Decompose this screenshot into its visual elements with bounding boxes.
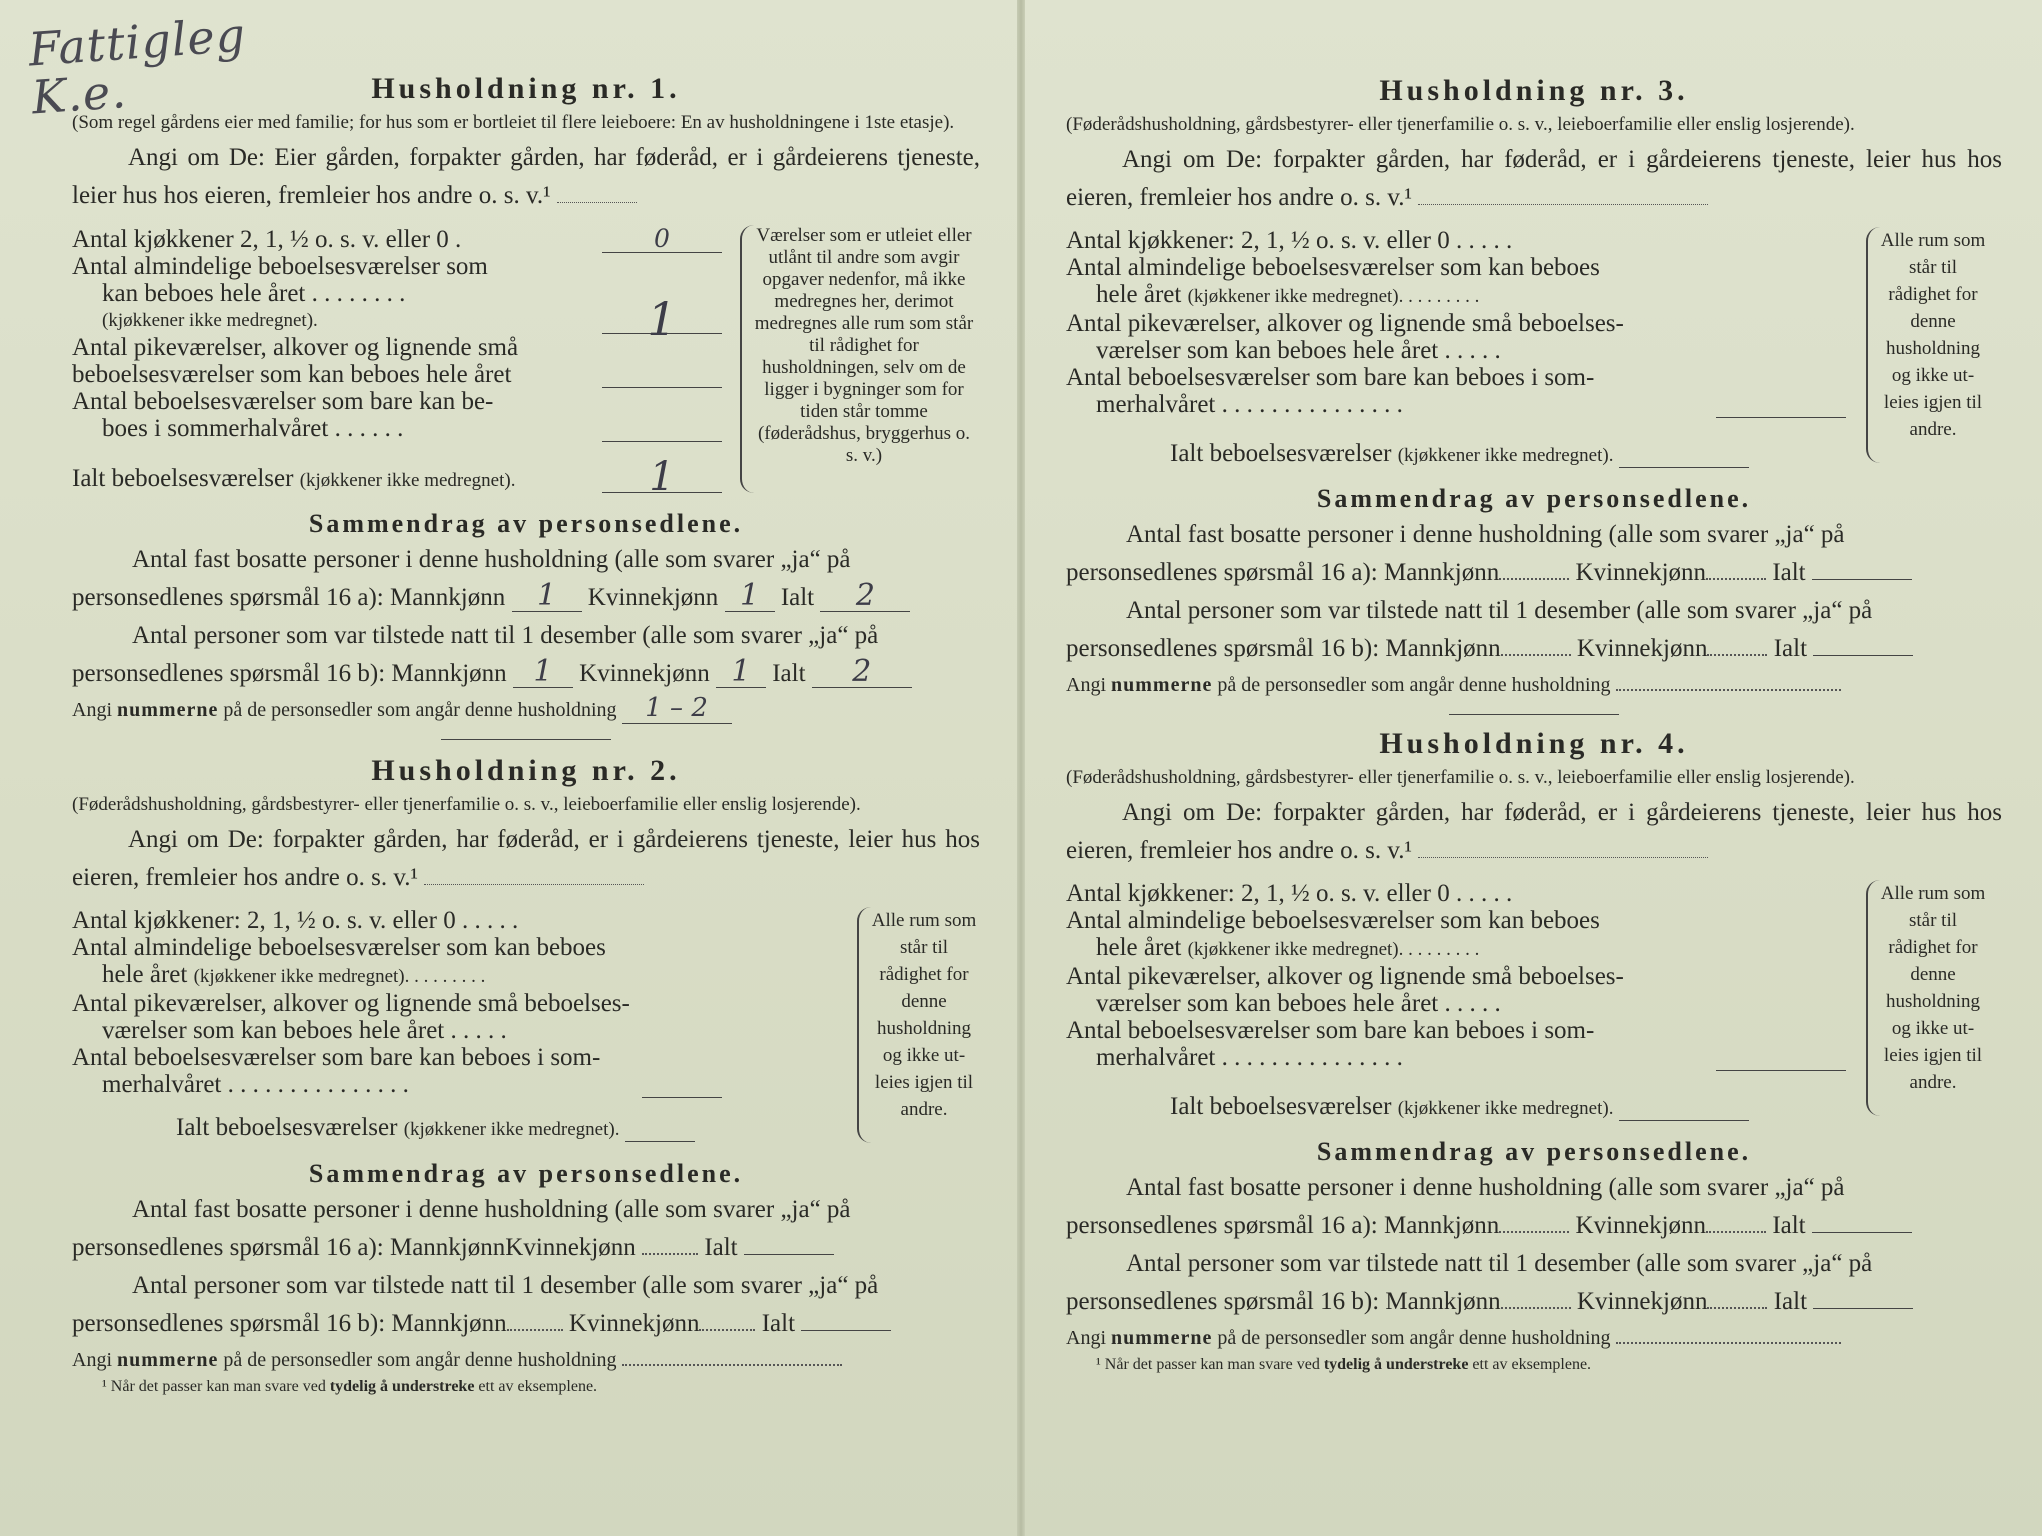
kitchens-answer[interactable]: 0: [602, 225, 722, 253]
household-3-side-note: Alle rum som står til rådighet for denne husholdning og ikke utleies igjen til andre.: [1866, 227, 1986, 463]
household-3: [1066, 72, 2002, 715]
household-4-angi: Angi om De: forpakter gården, har føderåd, er i gårdeierens tjeneste, leier hus hos eieren, fremleier hos andre o. s. v.¹: [1066, 799, 2002, 864]
household-2-note: (Føderådshusholdning, gårdsbestyrer- eller tjenerfamilie o. s. v., leieboerfamilie eller enslig losjerende).: [72, 794, 861, 815]
handwritten-note: Fattigleg K.e.: [26, 7, 248, 125]
household-1-summary-title: Sammendrag av personsedlene.: [308, 509, 744, 538]
household-4: [1066, 725, 2002, 1375]
household-3-title: Husholdning nr. 3.: [1379, 74, 1689, 107]
h4-ordinary-rooms-row: Antal almindelige beboelsesværelser som kan beboes hele året (kjøkkener ikke medregnet). . . . . . . . .: [1066, 907, 1600, 961]
h3-maid-rooms-row: Antal pikeværelser, alkover og lignende små beboelses- værelser som kan beboes hele året . . . . .: [1066, 310, 1624, 364]
summer-rooms-answer[interactable]: [602, 419, 722, 442]
fast-male-value[interactable]: 1: [512, 581, 582, 612]
ordinary-rooms-answer[interactable]: 1: [602, 306, 722, 334]
separator-line-right: [1449, 714, 1619, 715]
h3-total-rooms-row: Ialt beboelsesværelser (kjøkkener ikke medregnet).: [1066, 440, 1846, 468]
household-2-title: Husholdning nr. 2.: [371, 754, 681, 787]
household-3-angi: Angi om De: forpakter gården, har føderåd, er i gårdeierens tjeneste, leier hus hos eieren, fremleier hos andre o. s. v.¹: [1066, 146, 2002, 211]
household-4-note: (Føderådshusholdning, gårdsbestyrer- eller tjenerfamilie o. s. v., leieboerfamilie eller enslig losjerende).: [1066, 767, 1855, 788]
h2-summer-rooms-row: Antal beboelsesværelser som bare kan beboes i som- merhalvåret . . . . . . . . . . . . . . .: [72, 1044, 722, 1098]
h2-night-total[interactable]: [801, 1330, 891, 1331]
h4-maid-rooms-row: Antal pikeværelser, alkover og lignende små beboelses- værelser som kan beboes hele året . . . . .: [1066, 963, 1624, 1017]
h4-night-text: Antal personer som var tilstede natt til 1 desember (alle som svarer „ja“ på: [1126, 1250, 1873, 1277]
present-night-text: Antal personer som var tilstede natt til 1 desember (alle som svarer „ja“ på: [132, 622, 879, 649]
present-night-row: personsedlenes spørsmål 16 b): Mannkjønn 1 Kvinnekjønn 1 Ialt 2: [72, 655, 980, 693]
ordinary-rooms-row: Antal almindelige beboelsesværelser som kan beboes hele året . . . . . . . . (kjøkkener ikke medregnet). 1: [72, 253, 722, 334]
h4-summer-rooms-row: Antal beboelsesværelser som bare kan beboes i som- merhalvåret . . . . . . . . . . . . . . .: [1066, 1017, 1846, 1071]
household-2-rooms: [72, 907, 980, 1143]
household-1-title: Husholdning nr. 1.: [371, 72, 681, 105]
right-page: [1021, 0, 2042, 1536]
summer-rooms-row: Antal beboelsesværelser som bare kan be- boes i sommerhalvåret . . . . . .: [72, 388, 722, 442]
household-3-summary-title: Sammendrag av personsedlene.: [1316, 484, 1752, 513]
household-4-summary-title: Sammendrag av personsedlene.: [1316, 1137, 1752, 1166]
household-2-summary-title: Sammendrag av personsedlene.: [308, 1159, 744, 1188]
footnote-right: ¹ Når det passer kan man svare ved tydelig å understreke ett av eksemplene.: [1096, 1356, 1592, 1373]
h3-night-text: Antal personer som var tilstede natt til 1 desember (alle som svarer „ja“ på: [1126, 597, 1873, 624]
h4-fast-text: Antal fast bosatte personer i denne husholdning (alle som svarer „ja“ på: [1126, 1174, 1845, 1201]
h3-fast-total[interactable]: [1812, 579, 1912, 580]
h2-maid-rooms-row: Antal pikeværelser, alkover og lignende små beboelses- værelser som kan beboes hele året . . . . .: [72, 990, 630, 1044]
household-2: [72, 752, 980, 1397]
household-1: [72, 70, 980, 740]
h4-summer-answer[interactable]: [1716, 1048, 1846, 1071]
household-1-numbers-row: Angi nummerne på de personsedler som angår denne husholdning 1 – 2: [72, 693, 980, 727]
household-1-side-note: Værelser som er utleiet eller utlånt til andre som avgir opgaver nedenfor, må ikke medregnes her, derimot medregnes alle rum som står til rådighet for husholdningen, selv om de ligger i bygninger som for tiden står tomme (føderådshus, bryggerhus o. s. v.): [740, 225, 980, 493]
h4-fast-total[interactable]: [1812, 1232, 1912, 1233]
h2-ordinary-rooms-row: Antal almindelige beboelsesværelser som kan beboes hele året (kjøkkener ikke medregnet). . . . . . . . .: [72, 934, 606, 988]
h2-summer-answer[interactable]: [642, 1075, 722, 1098]
total-rooms-answer[interactable]: 1: [602, 462, 722, 493]
h2-total-rooms-row: Ialt beboelsesværelser (kjøkkener ikke medregnet).: [72, 1114, 722, 1142]
h3-fast-row: personsedlenes spørsmål 16 a): Mannkjønn Kvinnekjønn Ialt: [1066, 554, 2002, 592]
h2-fast-text: Antal fast bosatte personer i denne husholdning (alle som svarer „ja“ på: [132, 1196, 851, 1223]
kitchens-row: Antal kjøkkener 2, 1, ½ o. s. v. eller 0 . 0: [72, 225, 722, 253]
footnote-left: ¹ Når det passer kan man svare ved tydelig å understreke ett av eksemplene.: [102, 1378, 598, 1395]
h3-night-total[interactable]: [1813, 655, 1913, 656]
h3-total-answer[interactable]: [1619, 467, 1749, 468]
fast-female-value[interactable]: 1: [725, 581, 775, 612]
h2-fast-row: personsedlenes spørsmål 16 a): MannkjønnKvinnekjønn Ialt: [72, 1229, 980, 1267]
h4-kitchens-row: Antal kjøkkener: 2, 1, ½ o. s. v. eller 0 . . . . .: [1066, 880, 1513, 907]
separator-line: [441, 739, 611, 740]
h4-fast-row: personsedlenes spørsmål 16 a): Mannkjønn Kvinnekjønn Ialt: [1066, 1207, 2002, 1245]
night-total-value[interactable]: 2: [812, 657, 912, 688]
household-1-angi: Angi om De: Eier gården, forpakter gården, har føderåd, er i gårdeierens tjeneste, leier hus hos eieren, fremleier hos andre o. s. v.¹: [72, 144, 980, 209]
h4-total-answer[interactable]: [1619, 1120, 1749, 1121]
h4-night-total[interactable]: [1813, 1308, 1913, 1309]
maid-rooms-row: Antal pikeværelser, alkover og lignende små beboelsesværelser som kan beboes hele året: [72, 334, 722, 388]
household-2-side-note: Alle rum som står til rådighet for denne husholdning og ikke utleies igjen til andre.: [857, 907, 977, 1143]
household-4-side-note: Alle rum som står til rådighet for denne husholdning og ikke utleies igjen til andre.: [1866, 880, 1986, 1116]
fast-total-value[interactable]: 2: [820, 581, 910, 612]
h3-summer-answer[interactable]: [1716, 395, 1846, 418]
household-4-rooms: [1066, 880, 2002, 1121]
household-3-note: (Føderådshusholdning, gårdsbestyrer- eller tjenerfamilie o. s. v., leieboerfamilie eller enslig losjerende).: [1066, 114, 1855, 135]
fast-resident-row: personsedlenes spørsmål 16 a): Mannkjønn 1 Kvinnekjønn 1 Ialt 2: [72, 579, 980, 617]
household-3-rooms: [1066, 227, 2002, 468]
h2-night-row: personsedlenes spørsmål 16 b): Mannkjønn Kvinnekjønn Ialt: [72, 1305, 980, 1343]
household-1-numbers-value[interactable]: 1 – 2: [622, 693, 732, 724]
household-1-rooms: [72, 224, 980, 500]
h3-fast-text: Antal fast bosatte personer i denne husholdning (alle som svarer „ja“ på: [1126, 521, 1845, 548]
h3-kitchens-row: Antal kjøkkener: 2, 1, ½ o. s. v. eller 0 . . . . .: [1066, 227, 1513, 254]
h4-night-row: personsedlenes spørsmål 16 b): Mannkjønn Kvinnekjønn Ialt: [1066, 1283, 2002, 1321]
h2-fast-total[interactable]: [744, 1254, 834, 1255]
night-female-value[interactable]: 1: [716, 657, 766, 688]
household-2-numbers-row: Angi nummerne på de personsedler som angår denne husholdning: [72, 1343, 980, 1377]
night-male-value[interactable]: 1: [513, 657, 573, 688]
h2-total-answer[interactable]: [625, 1141, 695, 1142]
total-rooms-row: Ialt beboelsesværelser (kjøkkener ikke medregnet). 1: [72, 462, 722, 493]
fast-resident-text: Antal fast bosatte personer i denne husholdning (alle som svarer „ja“ på: [132, 546, 851, 573]
h2-night-text: Antal personer som var tilstede natt til 1 desember (alle som svarer „ja“ på: [132, 1272, 879, 1299]
household-2-angi: Angi om De: forpakter gården, har føderåd, er i gårdeierens tjeneste, leier hus hos eieren, fremleier hos andre o. s. v.¹: [72, 826, 980, 891]
household-1-note: (Som regel gårdens eier med familie; for hus som er bortleiet til flere leieboere: En av husholdningene i 1ste etasje).: [72, 112, 955, 133]
h3-ordinary-rooms-row: Antal almindelige beboelsesværelser som kan beboes hele året (kjøkkener ikke medregnet). . . . . . . . .: [1066, 254, 1600, 308]
h3-summer-rooms-row: Antal beboelsesværelser som bare kan beboes i som- merhalvåret . . . . . . . . . . . . . . .: [1066, 364, 1846, 418]
household-4-title: Husholdning nr. 4.: [1379, 727, 1689, 760]
household-3-numbers-row: Angi nummerne på de personsedler som angår denne husholdning: [1066, 668, 2002, 702]
h3-night-row: personsedlenes spørsmål 16 b): Mannkjønn Kvinnekjønn Ialt: [1066, 630, 2002, 668]
maid-rooms-answer[interactable]: [602, 365, 722, 388]
household-4-numbers-row: Angi nummerne på de personsedler som angår denne husholdning: [1066, 1321, 2002, 1355]
h4-total-rooms-row: Ialt beboelsesværelser (kjøkkener ikke medregnet).: [1066, 1093, 1846, 1121]
h2-kitchens-row: Antal kjøkkener: 2, 1, ½ o. s. v. eller 0 . . . . .: [72, 907, 519, 934]
